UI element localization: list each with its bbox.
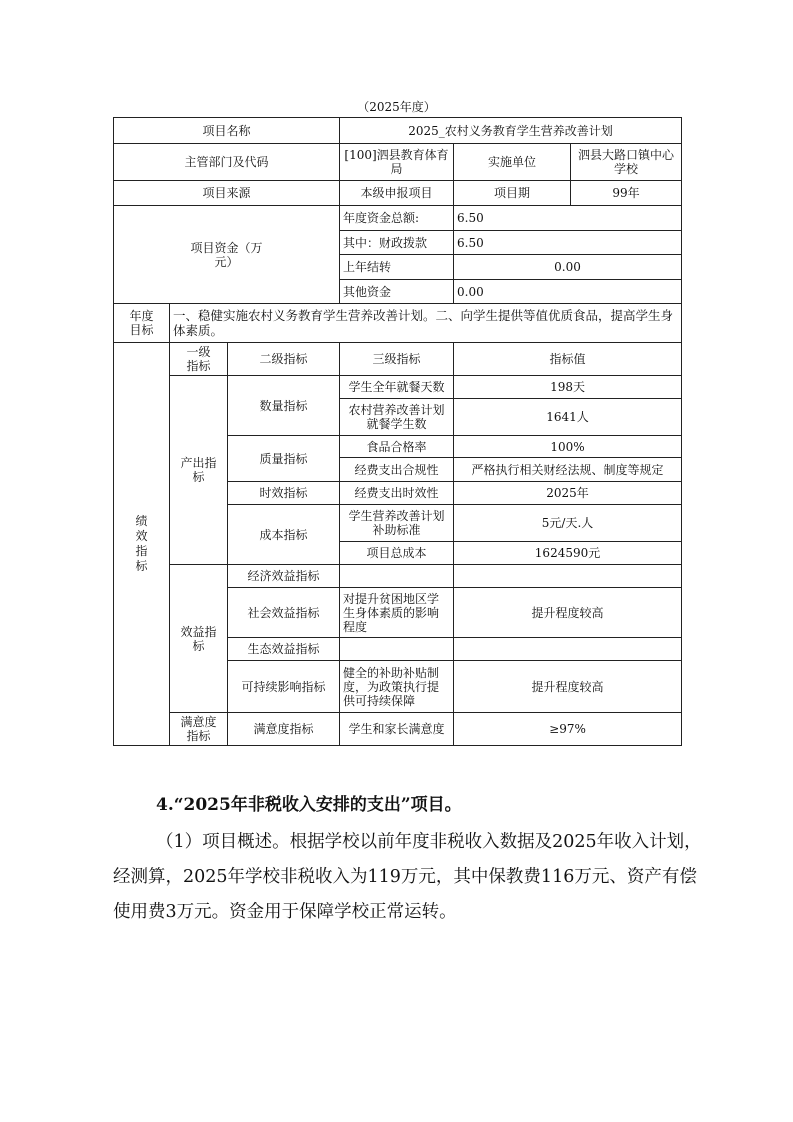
annual-goal-label-text: 年度目标	[129, 309, 154, 337]
indicator-group-label-text: 绩效指标	[135, 514, 148, 573]
funds-carryover-value: 0.00	[454, 255, 682, 280]
output-indicator-label	[170, 376, 228, 565]
food-pass-rate-name: 食品合格率	[340, 436, 454, 458]
output-indicator-label-text: 产出指标	[180, 456, 217, 484]
satisfaction-name: 学生和家长满意度	[340, 713, 454, 746]
meal-students-value: 1641人	[454, 399, 682, 436]
annual-goal-value: 一、稳健实施农村义务教育学生营养改善计划。二、向学生提供等值优质食品，提高学生身体素质。	[170, 304, 682, 343]
timeliness-name: 经费支出时效性	[340, 482, 454, 505]
economic-benefit-name	[340, 565, 454, 588]
source-label: 项目来源	[114, 181, 340, 206]
period-value: 99年	[571, 181, 682, 206]
cost-indicator-label: 成本指标	[228, 505, 340, 565]
satisfaction-value: ≥97%	[454, 713, 682, 746]
subsidy-standard-value: 5元/天.人	[454, 505, 682, 542]
header-level3: 三级指标	[340, 343, 454, 376]
department-label: 主管部门及代码	[114, 144, 340, 181]
ecological-benefit-label: 生态效益指标	[228, 638, 340, 661]
social-benefit-value: 提升程度较高	[454, 588, 682, 638]
project-overview-paragraph: （1）项目概述。根据学校以前年度非税收入数据及2025年收入计划，经测算，2025年学校非税收入为119万元，其中保教费116万元、资产有偿使用费3万元。资金用于保障学校正常运转。	[113, 832, 702, 922]
funds-fiscal-value: 6.50	[454, 231, 682, 255]
indicator-group-label	[114, 343, 170, 746]
performance-goal-table	[113, 117, 682, 746]
satisfaction-level1	[170, 713, 228, 746]
subsidy-standard-name: 学生营养改善计划补助标准	[340, 505, 454, 542]
header-level1	[170, 343, 228, 376]
economic-benefit-label: 经济效益指标	[228, 565, 340, 588]
header-value: 指标值	[454, 343, 682, 376]
funds-label-text: 项目资金（万元）	[190, 240, 263, 269]
benefit-indicator-label	[170, 565, 228, 713]
sustainable-impact-name: 健全的补助补贴制度，为政策执行提供可持续保障	[340, 661, 454, 713]
meal-students-name: 农村营养改善计划就餐学生数	[340, 399, 454, 436]
funds-other-value: 0.00	[454, 280, 682, 304]
implementing-unit-value: 泗县大路口镇中心学校	[571, 144, 682, 181]
source-value: 本级申报项目	[340, 181, 454, 206]
period-label: 项目期	[454, 181, 571, 206]
funds-carryover-label: 上年结转	[340, 255, 454, 280]
social-benefit-label: 社会效益指标	[228, 588, 340, 638]
economic-benefit-value	[454, 565, 682, 588]
total-cost-value: 1624590元	[454, 542, 682, 565]
compliance-name: 经费支出合规性	[340, 458, 454, 482]
sustainable-impact-label: 可持续影响指标	[228, 661, 340, 713]
project-name-label: 项目名称	[114, 118, 340, 144]
meal-days-value: 198天	[454, 376, 682, 399]
funds-label	[114, 206, 340, 304]
implementing-unit-label: 实施单位	[454, 144, 571, 181]
satisfaction-level2: 满意度指标	[228, 713, 340, 746]
social-benefit-name: 对提升贫困地区学生身体素质的影响程度	[340, 588, 454, 638]
ecological-benefit-name	[340, 638, 454, 661]
project-name-value: 2025_农村义务教育学生营养改善计划	[340, 118, 682, 144]
compliance-value: 严格执行相关财经法规、制度等规定	[454, 458, 682, 482]
body-text	[113, 785, 703, 930]
department-value: [100]泗县教育体育局	[340, 144, 454, 181]
funds-total-value: 6.50	[454, 206, 682, 231]
food-pass-rate-value: 100%	[454, 436, 682, 458]
benefit-indicator-label-text: 效益指标	[180, 624, 217, 653]
annual-goal-label	[114, 304, 170, 343]
header-level2: 二级指标	[228, 343, 340, 376]
table-caption: （2025年度）	[357, 100, 436, 114]
header-level1-text: 一级指标	[186, 345, 211, 373]
funds-total-label: 年度资金总额:	[340, 206, 454, 231]
funds-fiscal-label: 其中：财政拨款	[340, 231, 454, 255]
meal-days-name: 学生全年就餐天数	[340, 376, 454, 399]
section-heading: 4.“2025年非税收入安排的支出”项目。	[156, 795, 462, 815]
timeliness-value: 2025年	[454, 482, 682, 505]
quality-indicator-label: 质量指标	[228, 436, 340, 482]
sustainable-impact-value: 提升程度较高	[454, 661, 682, 713]
funds-other-label: 其他资金	[340, 280, 454, 304]
total-cost-name: 项目总成本	[340, 542, 454, 565]
satisfaction-level1-text: 满意度指标	[180, 715, 217, 743]
ecological-benefit-value	[454, 638, 682, 661]
time-indicator-label: 时效指标	[228, 482, 340, 505]
quantity-indicator-label: 数量指标	[228, 376, 340, 436]
